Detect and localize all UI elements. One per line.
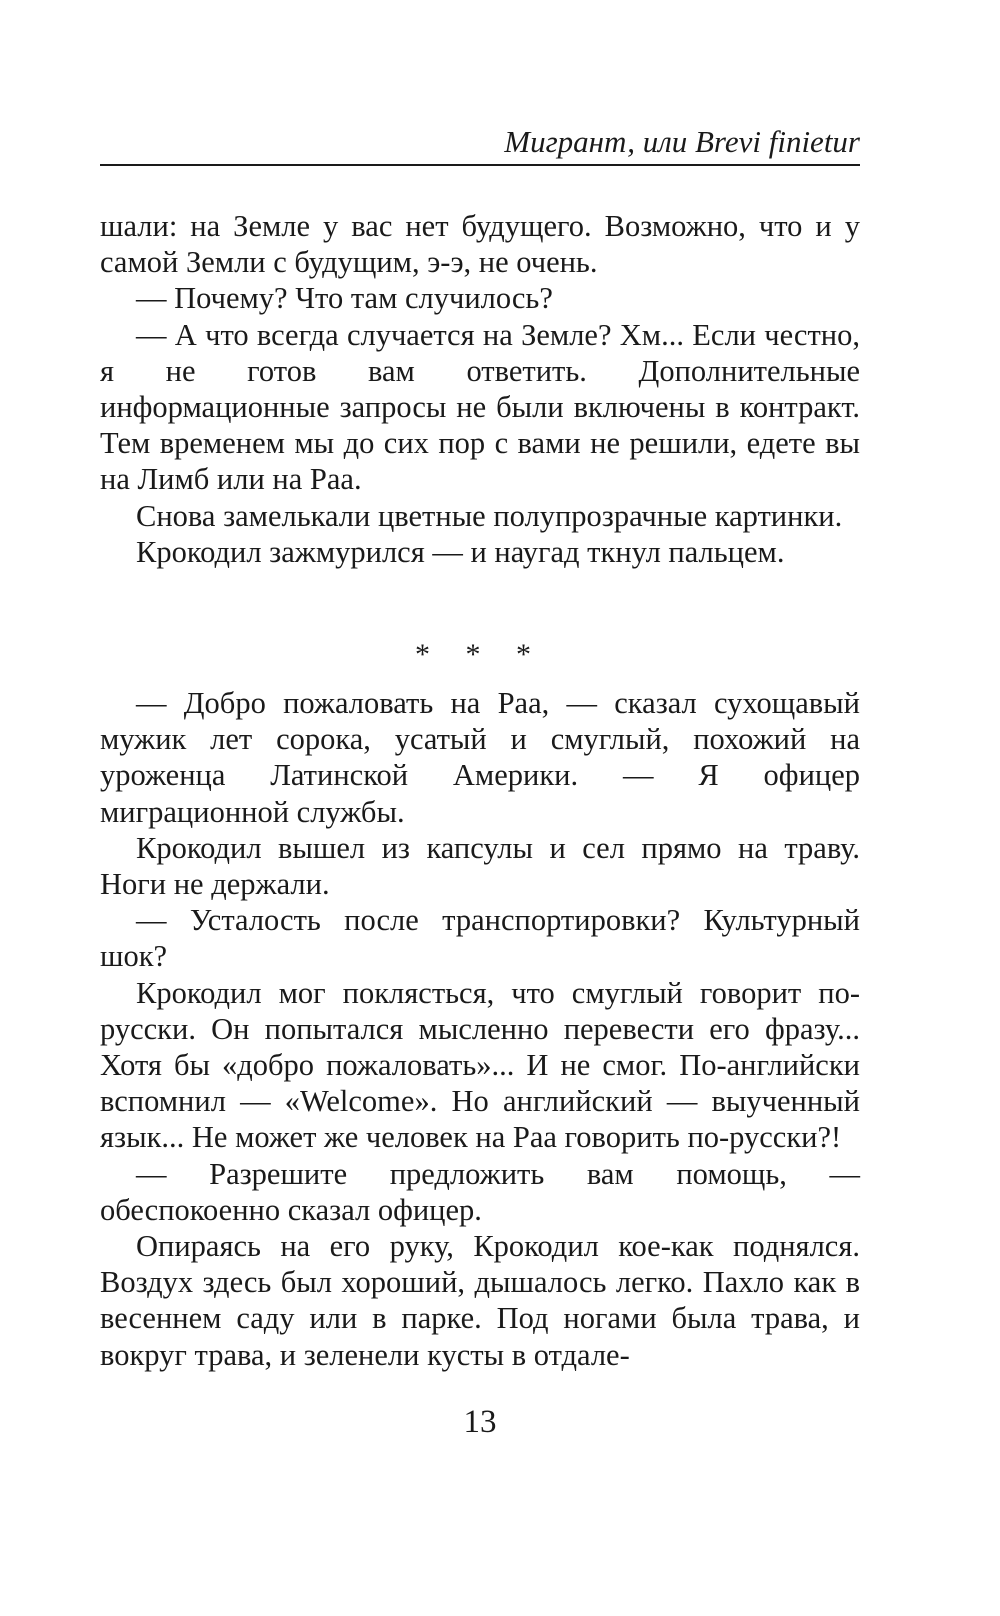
page-number: 13 — [463, 1404, 497, 1440]
paragraph: — Добро пожаловать на Раа, — сказал сухощавый мужик лет сорока, усатый и смуглый, похожий на уроженца Латинской Америки. — Я офицер миграционной службы. — [100, 686, 860, 829]
scene-break-asterisks: * * * — [415, 638, 545, 671]
running-header: Мигрант, или Brevi finietur — [504, 124, 860, 159]
paragraph: Крокодил вышел из капсулы и сел прямо на траву. Ноги не держали. — [100, 830, 860, 902]
paragraph: Снова замелькали цветные полупрозрачные картинки. — [136, 498, 843, 533]
paragraph-continued: шали: на Земле у вас нет будущего. Возможно, что и у самой Земли с будущим, э-э, не очень. — [100, 209, 860, 280]
paragraph: — Разрешите предложить вам помощь, — обеспокоенно сказал офицер. — [100, 1156, 860, 1227]
body-text-after-break — [100, 685, 860, 1373]
body-text-before-break — [100, 208, 860, 570]
paragraph: Опираясь на его руку, Крокодил кое-как поднялся. Воздух здесь был хороший, дышалось легко. Пахло как в весеннем саду или в парке. Под ногами была трава, и вокруг трава, и зеленели кусты в отдале- — [100, 1229, 860, 1372]
paragraph: — Усталость после транспортировки? Культурный шок? — [100, 903, 860, 974]
paragraph: — Почему? Что там случилось? — [136, 281, 553, 316]
paragraph: Крокодил мог поклясться, что смуглый говорит по-русски. Он попытался мысленно перевести его фразу... Хотя бы «добро пожаловать»... И не смог. По-английски вспомнил — «Welcome». Но английский — выученный язык... Не может же человек на Раа говорить по-русски?! — [100, 975, 860, 1155]
header-rule — [100, 164, 860, 166]
paragraph: Крокодил зажмурился — и наугад ткнул пальцем. — [136, 534, 785, 569]
paragraph: — А что всегда случается на Земле? Хм... Если честно, я не готов вам ответить. Дополнительные информационные запросы не были включены в контракт. Тем временем мы до сих пор с вами не решили, едете вы на Лимб или на Раа. — [100, 317, 860, 497]
book-page — [100, 0, 860, 1616]
